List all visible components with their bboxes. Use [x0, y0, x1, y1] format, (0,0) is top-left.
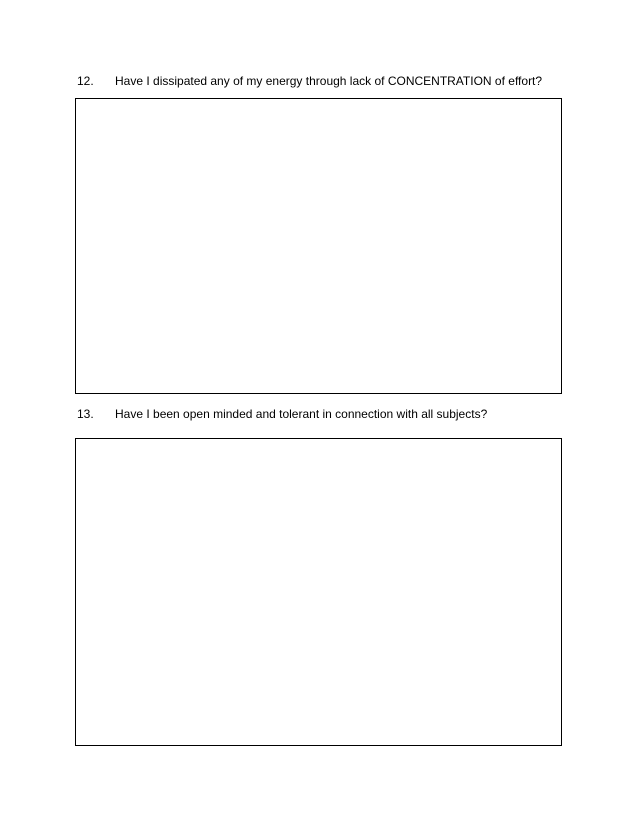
question-number: 12.: [77, 74, 94, 88]
answer-box-13[interactable]: [75, 438, 562, 746]
question-13: [0, 404, 638, 424]
answer-box-12[interactable]: [75, 98, 562, 394]
question-12: [0, 71, 638, 91]
question-text: Have I dissipated any of my energy through lack of CONCENTRATION of effort?: [115, 74, 543, 88]
question-text: Have I been open minded and tolerant in connection with all subjects?: [115, 407, 488, 421]
question-number: 13.: [77, 407, 94, 421]
